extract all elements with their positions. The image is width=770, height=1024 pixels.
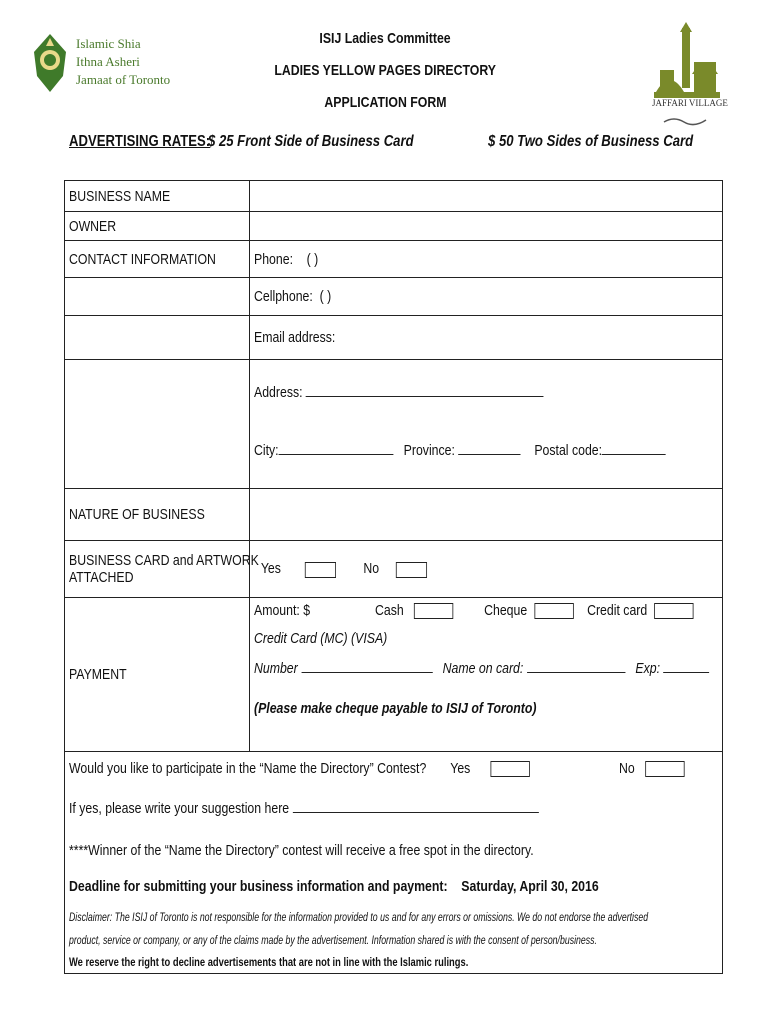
page-title: ISIJ Ladies Committee [319, 30, 451, 47]
payment-field: Amount: $ Cash Cheque Credit card Credit Card (MC) (VISA) Number Name on card: Exp: (Please make cheque payable to ISIJ of Toronto) [250, 598, 723, 752]
card-yes-checkbox[interactable] [305, 562, 336, 578]
contest-yes-checkbox[interactable] [491, 761, 530, 777]
rate-front-side: $ 25 Front Side of Business Card [208, 133, 414, 150]
owner-label: OWNER [65, 212, 250, 241]
nature-of-business-field[interactable] [250, 489, 723, 541]
name-on-card-field[interactable] [527, 658, 625, 673]
winner-note: ****Winner of the “Name the Directory” contest will receive a free spot in the directory. [69, 842, 534, 859]
payment-label: PAYMENT [65, 598, 250, 752]
contact-information-label: CONTACT INFORMATION [65, 241, 250, 278]
directory-title: LADIES YELLOW PAGES DIRECTORY [274, 62, 496, 79]
business-name-label: BUSINESS NAME [65, 181, 250, 212]
card-attached-label: BUSINESS CARD and ARTWORK ATTACHED [65, 541, 250, 598]
card-number-field[interactable] [301, 658, 432, 673]
empty-label-cell [65, 360, 250, 489]
card-attached-field: Yes No [250, 541, 723, 598]
empty-label-cell [65, 278, 250, 316]
contest-no-checkbox[interactable] [645, 761, 684, 777]
suggestion-label: If yes, please write your suggestion here [69, 800, 290, 817]
credit-card-checkbox[interactable] [654, 603, 693, 619]
form-title: APPLICATION FORM [323, 94, 447, 111]
expiry-field[interactable] [663, 658, 709, 673]
email-field[interactable]: Email address: [250, 316, 723, 360]
contest-section: Would you like to participate in the “Name the Directory” Contest? Yes No If yes, please write your suggestion here ****Winner of the “Name the Directory” contest will receive a free spot in the directory. Deadline for submitting your business information and payment: Saturday, April 30, 2016 Disclaimer: The ISIJ of Toronto is not responsible for the information provided to us and for any errors or omissions. We do not endorse the advertised product, service or company, or any of the claims made by the advertisement. Information shared is with the consent of person/business. We reserve the right to decline advertisements that are not in line with the Islamic rulings. [65, 752, 723, 974]
suggestion-field[interactable] [293, 798, 539, 813]
logo-text-line1: Islamic Shia [76, 36, 141, 51]
credit-card-types: Credit Card (MC) (VISA) [254, 630, 388, 647]
logo-text-line3: Jamaat of Toronto [76, 72, 171, 87]
phone-field[interactable]: Phone: ( ) [250, 241, 723, 278]
empty-label-cell [65, 316, 250, 360]
advertising-rates-label: ADVERTISING RATES: [69, 133, 211, 150]
disclaimer-line2: product, service or company, or any of the claims made by the advertisement. Information shared is with the consent of person/business. [69, 935, 597, 947]
logo-text-line2: Ithna Asheri [76, 54, 140, 69]
jaffari-village-label: JAFFARI VILLAGE [652, 98, 728, 108]
cash-checkbox[interactable] [414, 603, 453, 619]
cheque-payable-note: (Please make cheque payable to ISIJ of Toronto) [254, 700, 537, 717]
cheque-checkbox[interactable] [534, 603, 573, 619]
deadline-label: Deadline for submitting your business information and payment: [69, 878, 448, 895]
rate-two-sides: $ 50 Two Sides of Business Card [488, 133, 694, 150]
contest-question: Would you like to participate in the “Name the Directory” Contest? [69, 760, 427, 777]
owner-field[interactable] [250, 212, 723, 241]
application-form-table [64, 180, 723, 974]
nature-of-business-label: NATURE OF BUSINESS [65, 489, 250, 541]
deadline-date: Saturday, April 30, 2016 [461, 878, 599, 895]
reserve-right-note: We reserve the right to decline advertisements that are not in line with the Islamic rulings. [69, 955, 469, 969]
cellphone-field[interactable]: Cellphone: ( ) [250, 278, 723, 316]
address-field[interactable]: Address: City: Province: Postal code: [250, 360, 723, 489]
disclaimer-line1: Disclaimer: The ISIJ of Toronto is not responsible for the information provided to us and for any errors or omissions. We do not endorse the advertised [69, 912, 649, 924]
card-no-checkbox[interactable] [396, 562, 427, 578]
business-name-field[interactable] [250, 181, 723, 212]
